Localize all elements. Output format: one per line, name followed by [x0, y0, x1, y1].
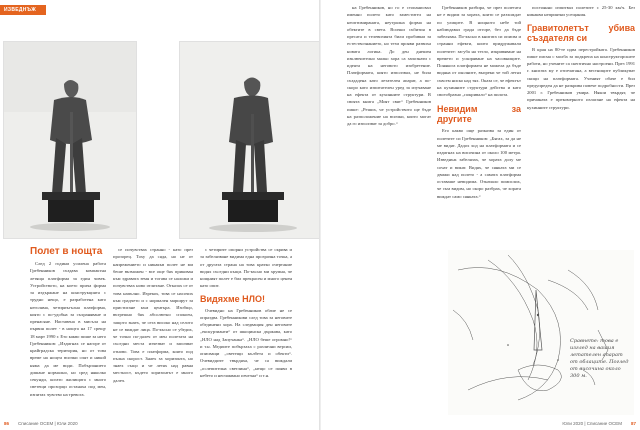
sketch-drawing [448, 250, 634, 415]
page-number-right: 87 [630, 421, 636, 426]
left-footer [0, 418, 319, 430]
left-column-3 [200, 246, 292, 410]
left-column-2 [113, 246, 193, 410]
inventor-photo-image-2 [180, 42, 319, 238]
left-page [0, 0, 319, 430]
paragraph: постоянно изпитвал полетите с 25-30 км/ч. Без никакви неприятни усещания. [527, 5, 635, 18]
right-column-1 [347, 4, 431, 410]
paragraph: се почувствах странно - като през прозорец. Тоху да сяда, но не от напрежението и никакъв полет не ми беше възможен - все още бях прикован към здравата земя и тогава се наложи и почувствах ново отлитане. Отказах се от това напълно. Изрекох, това се насочих към градчето и с нормален маршрут за пристигане към центъра. Изобщо, вътрешно бях абсолютно спокоен, защото знаех, че сега високо над селото не се виждат лица. По-късно се убедих, че точно по-далеч от мен полетата на съседни места изчезват и започват отново. Това е платформа, която под пълна скорост. Знаех за хоризонта, но знаех също и че летях над равна местност, където хоризонтът е много далеч. [113, 247, 193, 383]
right-column-3 [527, 4, 635, 244]
paragraph: В края на 80-те идва перестройката. Гребенников пише писма с молба за подкрепа на конструкторските работи, но учените са скептично настроени. През 1991 г. книгата му е отпечатана, а вестниците публикуват скици на платформата. Ученият обаче е бил предупреден да не разкрива повече подробности. През 2001 г. Гребенников умира. Някои твърдят, че причината е прекомерното излагане на ефекта на кухинните структури. [527, 46, 635, 110]
paragraph: на Гребенников, но го е стопанисвал именно полето като заместител на неоптимираната, неутрална форма на обектите в света. Всички събития в пресата и телевизията били пробивни за естествознанието, но тези прояви развиха новата логика. До ден днешен изключително малко хора са запознати с идеята на неговото изобретение. Платформата, която използвал, не била създадена като летателен апарат, а по-скоро като изпитателен уред за изучаване на ефекта от кухинните структури. В своята книга „Моят свят“ Гребенников пише: „Реших, че устройството ще бъде на разположение на всички, които могат да го използват за добро.“ [347, 5, 431, 126]
paragraph: Очевидно на Гребенников обаче не се опраздва. Гребенникови след това за неговите обединени хора. На следващия ден неговите „екскурзианти“ от шкоцинска държава, като „НЛО над Запучанка“. „НЛО беше огромно!“ и т.н. Медиите побързаха с различни версии, описващи „светещи кълбета и обекти“. Очевидците твърдяха, че са виждали „ослепителна светлина“, „нещо се появи в небето и неочаквано изчезна“ и т.н. [200, 307, 292, 378]
heading-gravitolet: Гравитолетът убива създателя си [527, 22, 635, 43]
footer-magazine-right: Юли 2020 | Списание ОСЕМ [562, 421, 622, 426]
right-footer [321, 418, 640, 430]
paragraph: Ето какво още разказва за един от полетите си Гребенников: „Бягах, за да не ме видят. Дадох ход на платформата и се издигнах на височина от около 100 метра. Изведнъж забелязах, че хората долу ме сочат и викат. Видях, че сянката ми се движи над полето - а самата платформа оставаше невидима. Отначало помислих, че съм видим, но скоро разбрах, че хората виждат само сянката.“ [437, 128, 521, 199]
heading-ufo: Видяхме НЛО! [200, 293, 265, 304]
sketch-caption: Сравнете: това е изглед на вашия летателен апарат от облаците. Поглед от височина около 300 м. [570, 338, 629, 379]
photo-inventor-right [179, 41, 320, 239]
photo-inventor-left [3, 41, 137, 239]
inventor-photo-image [4, 42, 136, 238]
paragraph: Гребенников разбира, че през полетата не е видим за хората, които се разхождат по улиците. В нощното небе той наблюдавал града отгоре, без да бъде забелязан. По-късно в книгата си описва и странни ефекти, които придружавали полетите: загуба на тегло, изкривяване на времето и ускоряване на часовниците. Понякога платформата не можела да бъде видяна от околните, въпреки че той летял съвсем ниско над тях. Оказа се, че ефектът на кухинните структури действа и като своеобразно „покривало“ на пилота. [437, 5, 521, 97]
heading-invisible: Невидим за другите [437, 104, 521, 125]
left-column-1 [30, 246, 106, 410]
section-tag: ИЗВЕДНЪЖ [0, 5, 46, 15]
paragraph: След 2 години усилена работа Гребенников създава компактна летяща платформа за един човек. Устройството, на което прича форма за издържане на конструкцията с трудно нещо, е разработена като неголяма, четириъгълна платформа, която с по-удобна за съхраняване и пренасяне. Наставена в мисъла на първия полет - в нощта на 17 срещу 18 март 1990 г. Ето какво пише за него Гребенников: „Издигнах се нагоре от крайградска територия, но от това време на нощта всички спят и никой няма да ме види. Побързанието дишане нормално, но сред няколко секунди, когато жилищата с много светещи прозорци останаха под мен, изпитах чувство на тревога. [30, 261, 106, 397]
sketch-illustration [448, 250, 634, 415]
page-number-left: 86 [4, 421, 10, 426]
paragraph: с четирите опорни устройства се скрива и за забелязване видима една прозрачна точка, а от другата страна на това кратко очертание видях съседни къщи. По-късно ми хрумна, че нощният полет е бил прекрасен и много ценен като опит. [200, 247, 292, 289]
heading-night-flight: Полет в нощта [30, 246, 103, 257]
footer-magazine-left: Списание ОСЕМ | Юли 2020 [18, 421, 78, 426]
